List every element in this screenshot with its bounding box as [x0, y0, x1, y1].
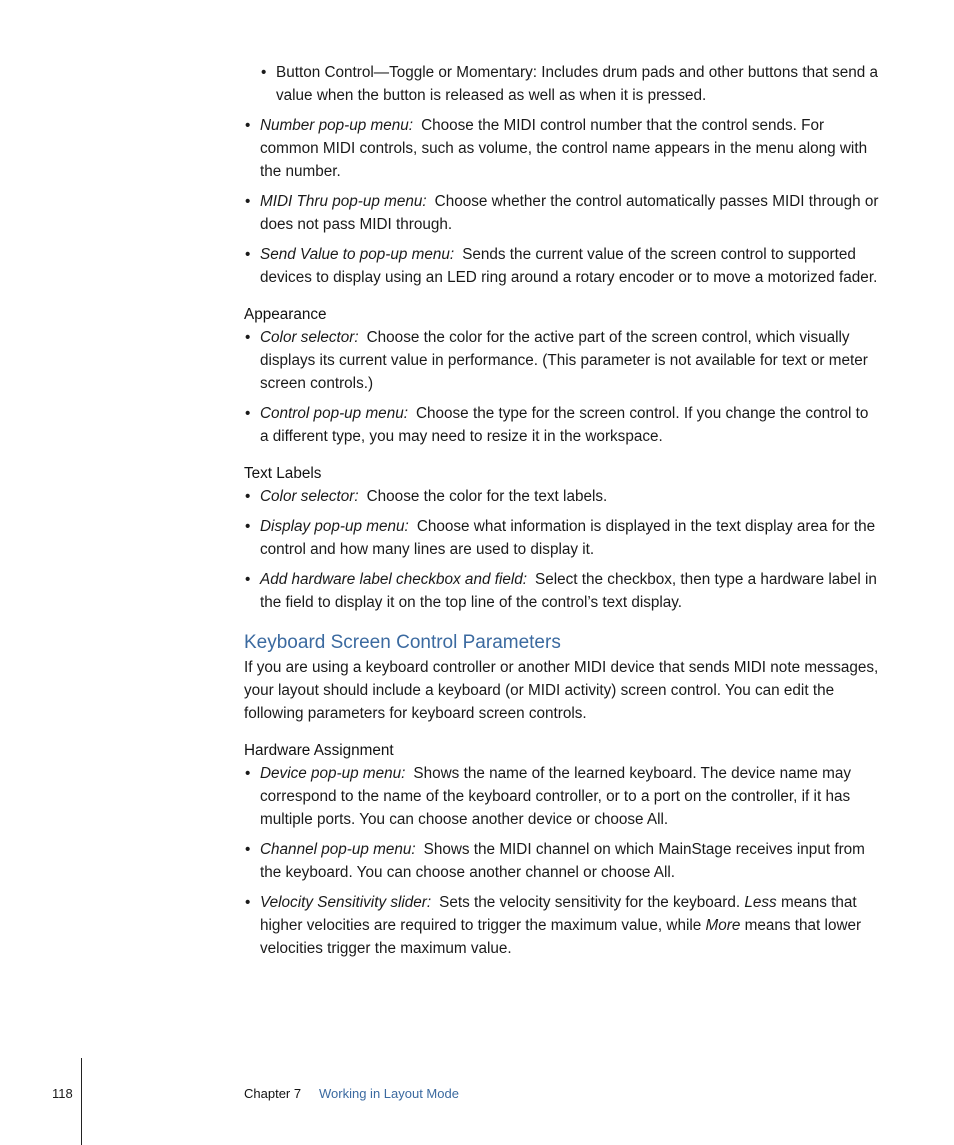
bullet-term: Velocity Sensitivity slider:	[260, 894, 432, 911]
bullet-description: Shows the MIDI channel on which MainStage receives input from the keyboard. You can choose another channel or choose All.	[260, 841, 865, 881]
bullet-icon: •	[245, 765, 251, 782]
list-item	[244, 485, 880, 508]
bullet-description-end: means that lower velocities trigger the maximum value.	[260, 917, 862, 957]
bullet-description: Choose the color for the text labels.	[366, 488, 608, 505]
bullet-icon: •	[245, 329, 251, 346]
list-item	[244, 326, 880, 395]
list-item	[244, 515, 880, 561]
more-term: More	[705, 917, 741, 934]
page-number: 118	[52, 1086, 73, 1101]
bullet-icon: •	[245, 571, 251, 588]
bullet-description: Shows the name of the learned keyboard. The device name may correspond to the name of the keyboard controller, or to a port on the controller, if it has multiple ports. You can choose another device or choose All.	[260, 765, 852, 828]
bullet-icon: •	[245, 518, 251, 535]
list-item	[244, 568, 880, 614]
bullet-description: Choose what information is displayed in the text display area for the control and how many lines are used to display it.	[260, 518, 876, 558]
bullet-term: MIDI Thru pop-up menu:	[260, 193, 427, 210]
bullet-term: Color selector:	[260, 329, 359, 346]
bullet-term: Add hardware label checkbox and field:	[260, 571, 528, 588]
bullet-term: Send Value to pop-up menu:	[260, 246, 455, 263]
list-item	[244, 762, 880, 831]
list-item	[244, 402, 880, 448]
bullet-term: Color selector:	[260, 488, 359, 505]
hardware-assignment-heading: Hardware Assignment	[244, 742, 394, 759]
bullet-term: Number pop-up menu:	[260, 117, 414, 134]
chapter-title: Working in Layout Mode	[319, 1086, 459, 1101]
bullet-icon: •	[245, 405, 251, 422]
bullet-description: Choose the color for the active part of the screen control, which visually displays its current value in performance. (This parameter is not available for text or meter screen controls.)	[260, 329, 868, 392]
section-intro: If you are using a keyboard controller or another MIDI device that sends MIDI note messages, your layout should include a keyboard (or MIDI activity) screen control. You can edit the following parameters for keyboard screen controls.	[244, 659, 879, 722]
bullet-icon: •	[261, 64, 267, 81]
bullet-description: Choose the type for the screen control. If you change the control to a different type, you may need to resize it in the workspace.	[260, 405, 869, 445]
bullet-description: Choose the MIDI control number that the control sends. For common MIDI controls, such as volume, the control name appears in the menu along with the number.	[260, 117, 868, 180]
bullet-term: Channel pop-up menu:	[260, 841, 416, 858]
bullet-description: Sends the current value of the screen control to supported devices to display using an LED ring around a rotary encoder or to move a motorized fader.	[260, 246, 878, 286]
bullet-term: Device pop-up menu:	[260, 765, 406, 782]
page-footer	[0, 1086, 954, 1106]
bullet-term: Display pop-up menu:	[260, 518, 409, 535]
section-title: Keyboard Screen Control Parameters	[244, 632, 561, 653]
text-labels-heading: Text Labels	[244, 465, 322, 482]
list-item	[260, 61, 880, 107]
bullet-icon: •	[245, 193, 251, 210]
bullet-description: Select the checkbox, then type a hardware label in the field to display it on the top line of the control’s text display.	[260, 571, 877, 611]
bullet-icon: •	[245, 841, 251, 858]
page-content	[244, 61, 880, 967]
bullet-description: Choose whether the control automatically passes MIDI through or does not pass MIDI through.	[260, 193, 879, 233]
list-item	[244, 838, 880, 884]
chapter-label: Chapter 7	[244, 1086, 302, 1101]
less-term: Less	[744, 894, 777, 911]
button-control-text: Button Control—Toggle or Momentary: Includes drum pads and other buttons that send a value when the button is released as well as when it is pressed.	[276, 64, 879, 104]
bullet-term: Control pop-up menu:	[260, 405, 408, 422]
list-item	[244, 190, 880, 236]
list-item	[244, 891, 880, 960]
list-item	[244, 114, 880, 183]
bullet-description-cont: means that higher velocities are required to trigger the maximum value, while	[260, 894, 857, 934]
list-item	[244, 243, 880, 289]
bullet-icon: •	[245, 117, 251, 134]
bullet-icon: •	[245, 246, 251, 263]
bullet-icon: •	[245, 894, 251, 911]
appearance-heading: Appearance	[244, 306, 327, 323]
bullet-description: Sets the velocity sensitivity for the keyboard.	[439, 894, 745, 911]
bullet-icon: •	[245, 488, 251, 505]
